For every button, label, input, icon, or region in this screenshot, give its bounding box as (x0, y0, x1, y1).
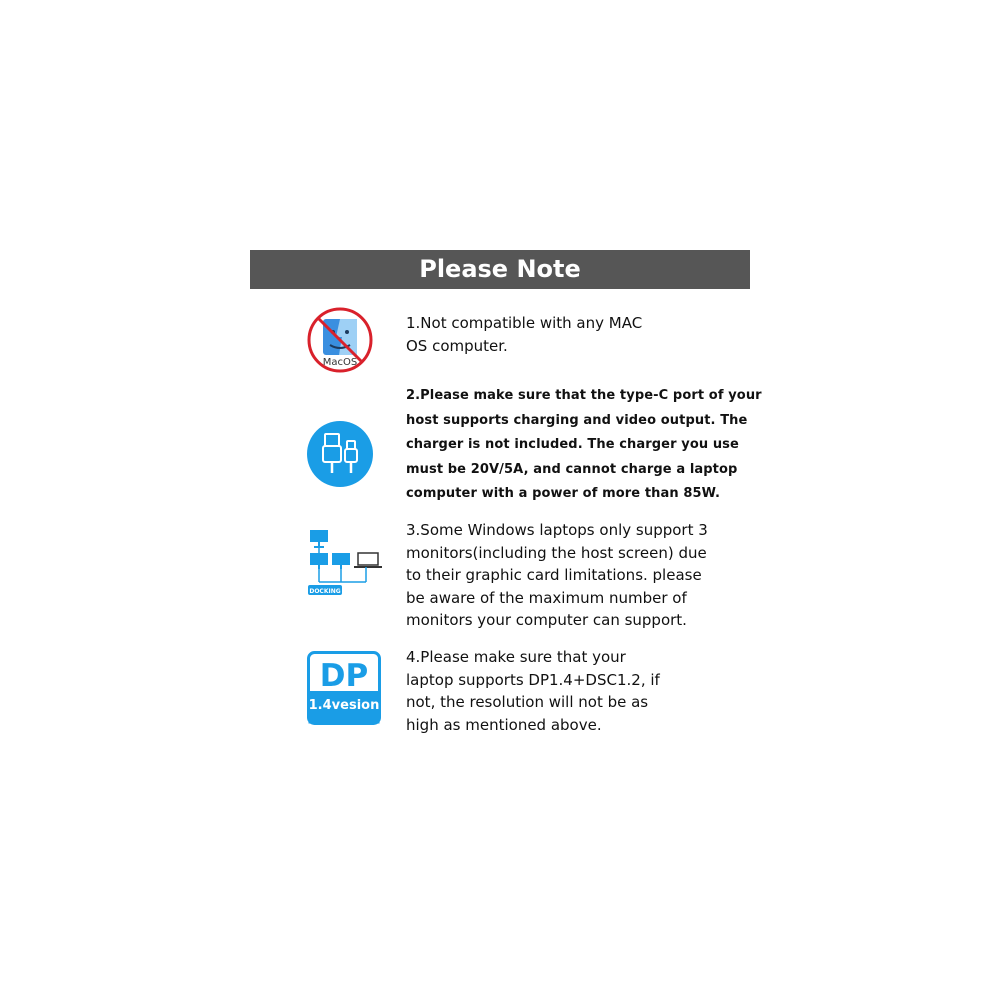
note-line: not, the resolution will not be as (406, 693, 649, 711)
note-4 (406, 646, 706, 736)
note-3 (406, 519, 736, 632)
dp-label: DP (319, 658, 369, 694)
note-line: host supports charging and video output. The (406, 412, 748, 428)
note-line: monitors your computer can support. (406, 611, 687, 629)
note-1 (406, 312, 706, 358)
mac-os-label: MacOS (322, 357, 358, 368)
dp-version-label: 1.4vesion (308, 698, 380, 713)
note-line: high as mentioned above. (406, 715, 602, 734)
note-line: 4.Please make sure that your (406, 648, 626, 666)
usb-c-cable-icon (307, 421, 373, 487)
note-line: OS computer. (406, 337, 508, 355)
note-line: monitors(including the host screen) due (406, 543, 707, 562)
note-line: laptop supports DP1.4+DSC1.2, if (406, 670, 660, 689)
note-2 (406, 384, 762, 507)
docking-label: DOCKING (309, 588, 341, 595)
note-line: 3.Some Windows laptops only support 3 (406, 521, 708, 539)
dp-version-icon (307, 651, 381, 725)
note-line: charger is not included. The charger you use (406, 437, 739, 452)
note-line: must be 20V/5A, and cannot charge a laptop (406, 461, 738, 477)
please-note-header: Please Note (250, 250, 750, 289)
note-line: to their graphic card limitations. please (406, 566, 702, 584)
note-line: be aware of the maximum number of (406, 588, 687, 607)
docking-monitors-icon (306, 527, 386, 597)
mac-os-prohibited-icon (306, 307, 374, 373)
note-line: computer with a power of more than 85W. (406, 486, 721, 501)
note-line: 2.Please make sure that the type-C port of your (406, 388, 762, 403)
note-line: 1.Not compatible with any MAC (406, 314, 643, 332)
